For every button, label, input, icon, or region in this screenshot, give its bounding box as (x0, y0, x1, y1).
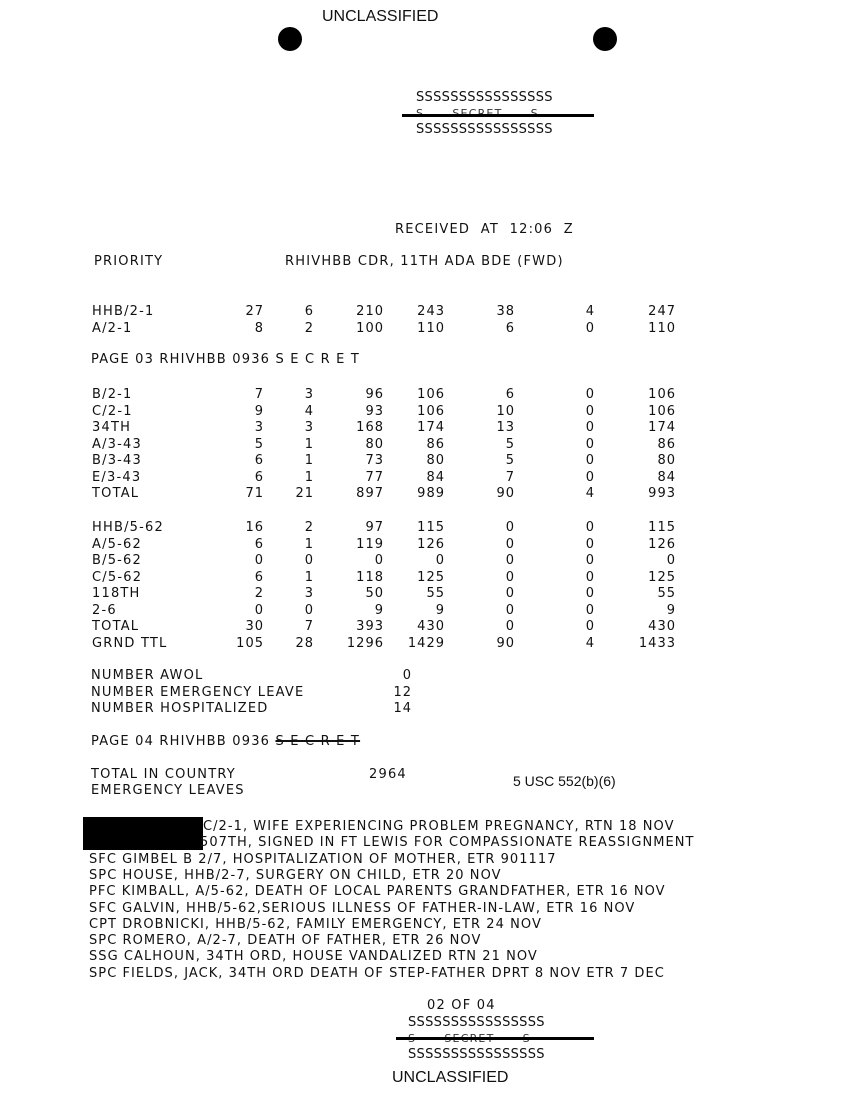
table-cell: 6 (254, 569, 264, 585)
table-cell: 0 (585, 602, 595, 618)
row-label: 34TH (92, 420, 132, 435)
table-cell: 86 (657, 436, 676, 452)
table-cell: 0 (505, 569, 515, 585)
table-cell: 30 (245, 619, 264, 634)
remark-line: SSG CALHOUN, 34TH ORD, HOUSE VANDALIZED RTN 21 NOV (89, 949, 538, 965)
table-cell: 10 (496, 403, 515, 419)
table-cell: 0 (585, 553, 595, 568)
table-cell: 430 (417, 619, 445, 634)
table-cell: 0 (435, 553, 445, 568)
table-cell: 247 (648, 304, 676, 319)
table-cell: 84 (426, 469, 445, 485)
table-cell: 90 (496, 635, 515, 651)
table-cell: 9 (435, 602, 445, 618)
table-cell: 0 (505, 536, 515, 552)
row-label: B/3-43 (92, 453, 143, 468)
table-cell: 989 (417, 486, 445, 501)
table-cell: 106 (417, 403, 445, 419)
table-cell: 0 (254, 553, 264, 568)
row-label: 2-6 (92, 602, 117, 618)
table-cell: 6 (254, 469, 264, 485)
s-line-top: SSSSSSSSSSSSSSSS (416, 90, 553, 105)
table-cell: 5 (505, 436, 515, 452)
row-label: HHB/2-1 (92, 304, 155, 319)
table-cell: 105 (236, 635, 264, 651)
table-cell: 0 (585, 420, 595, 435)
page-count: 02 OF 04 (427, 998, 496, 1013)
row-label: HHB/5-62 (92, 520, 164, 535)
punch-hole-left (278, 27, 302, 51)
table-cell: 106 (648, 387, 676, 402)
table-cell: 80 (365, 436, 384, 452)
table-cell: 5 (254, 436, 264, 452)
table-cell: 38 (496, 304, 515, 319)
table-cell: 2 (254, 586, 264, 601)
table-cell: 110 (417, 320, 445, 336)
total-in-country-value: 2964 (369, 767, 407, 782)
table-cell: 7 (304, 619, 314, 634)
row-label: GRND TTL (92, 635, 168, 651)
table-cell: 210 (356, 304, 384, 319)
row-label: TOTAL (92, 619, 140, 634)
classification-top: UNCLASSIFIED (322, 8, 439, 25)
table-cell: 96 (365, 387, 384, 402)
total-in-country-label: TOTAL IN COUNTRY (91, 767, 236, 782)
table-cell: 0 (585, 436, 595, 452)
table-cell: 1 (304, 469, 314, 485)
table-cell: 77 (365, 469, 384, 485)
remark-line: SFC GALVIN, HHB/5-62,SERIOUS ILLNESS OF FATHER-IN-LAW, ETR 16 NOV (89, 900, 636, 916)
table-cell: 55 (426, 586, 445, 601)
table-cell: 0 (585, 569, 595, 585)
table-cell: 1433 (638, 635, 676, 651)
table-cell: 1429 (407, 635, 445, 651)
table-cell: 0 (585, 320, 595, 336)
table-cell: 125 (417, 569, 445, 585)
page-04-prefix: PAGE 04 RHIVHBB 0936 (91, 734, 276, 749)
table-cell: 5 (505, 453, 515, 468)
table-cell: 2 (304, 320, 314, 336)
table-cell: 6 (304, 304, 314, 319)
table-cell: 9 (666, 602, 676, 618)
table-cell: 168 (356, 420, 384, 435)
stat-label: NUMBER AWOL (91, 668, 204, 683)
table-cell: 0 (585, 403, 595, 419)
table-cell: 73 (365, 453, 384, 468)
table-cell: 0 (585, 453, 595, 468)
remark-line: SPC HOUSE, HHB/2-7, SURGERY ON CHILD, ETR 20 NOV (89, 867, 502, 883)
remark-line: SPC FIELDS, JACK, 34TH ORD DEATH OF STEP-FATHER DPRT 8 NOV ETR 7 DEC (89, 965, 665, 981)
classification-bottom: UNCLASSIFIED (392, 1069, 509, 1086)
table-cell: 84 (657, 469, 676, 485)
table-cell: 50 (365, 586, 384, 601)
row-label: C/5-62 (92, 569, 143, 585)
table-cell: 6 (505, 387, 515, 402)
table-cell: 7 (254, 387, 264, 402)
page-03-header: PAGE 03 RHIVHBB 0936 S E C R E T (91, 352, 361, 367)
stat-value: 0 (402, 668, 412, 683)
received-time: RECEIVED AT 12:06 Z (395, 222, 574, 237)
table-cell: 3 (304, 420, 314, 435)
table-cell: 2 (304, 520, 314, 535)
row-label: C/2-1 (92, 403, 133, 419)
table-cell: 174 (648, 420, 676, 435)
table-cell: 126 (417, 536, 445, 552)
table-cell: 7 (505, 469, 515, 485)
table-cell: 110 (648, 320, 676, 336)
table-cell: 6 (505, 320, 515, 336)
remark-line: SFC GIMBEL B 2/7, HOSPITALIZATION OF MOTHER, ETR 901117 (89, 851, 557, 867)
table-cell: 0 (505, 553, 515, 568)
s-line-footer-top: SSSSSSSSSSSSSSSS (408, 1015, 545, 1030)
table-cell: 0 (304, 602, 314, 618)
remark-line: C/2-1, WIFE EXPERIENCING PROBLEM PREGNANCY, RTN 18 NOV (203, 819, 675, 834)
table-cell: 6 (254, 453, 264, 468)
table-cell: 0 (374, 553, 384, 568)
table-cell: 16 (245, 520, 264, 535)
table-cell: 115 (417, 520, 445, 535)
table-cell: 1296 (346, 635, 384, 651)
row-label: TOTAL (92, 486, 140, 501)
table-cell: 55 (657, 586, 676, 601)
strike-line-footer (396, 1037, 594, 1040)
table-cell: 0 (304, 553, 314, 568)
row-label: A/5-62 (92, 536, 142, 552)
stat-value: 12 (393, 684, 412, 700)
table-cell: 0 (505, 619, 515, 634)
page-04-secret-struck: S E C R E T (275, 734, 361, 749)
table-cell: 0 (585, 387, 595, 402)
redaction-box (83, 817, 203, 850)
table-cell: 1 (304, 436, 314, 452)
table-cell: 80 (426, 453, 445, 468)
row-label: B/5-62 (92, 553, 143, 568)
table-cell: 86 (426, 436, 445, 452)
remark-line: PFC KIMBALL, A/5-62, DEATH OF LOCAL PARENTS GRANDFATHER, ETR 16 NOV (89, 884, 666, 900)
table-cell: 3 (304, 387, 314, 402)
table-cell: 115 (648, 520, 676, 535)
table-cell: 106 (648, 403, 676, 419)
table-cell: 4 (585, 635, 595, 651)
table-cell: 119 (356, 536, 384, 552)
table-cell: 71 (245, 486, 264, 501)
table-cell: 3 (254, 420, 264, 435)
table-cell: 8 (254, 320, 264, 336)
table-cell: 93 (365, 403, 384, 419)
table-cell: 21 (295, 486, 314, 501)
stat-label: NUMBER HOSPITALIZED (91, 701, 269, 716)
table-cell: 4 (585, 304, 595, 319)
table-cell: 9 (374, 602, 384, 618)
table-cell: 0 (505, 602, 515, 618)
row-label: E/3-43 (92, 469, 142, 485)
table-cell: 106 (417, 387, 445, 402)
table-cell: 0 (505, 586, 515, 601)
routing-line: RHIVHBB CDR, 11TH ADA BDE (FWD) (285, 254, 564, 269)
table-cell: 0 (666, 553, 676, 568)
row-label: B/2-1 (92, 387, 133, 402)
table-cell: 993 (648, 486, 676, 501)
table-cell: 0 (585, 536, 595, 552)
emergency-leaves-heading: EMERGENCY LEAVES (91, 783, 245, 798)
punch-hole-right (593, 27, 617, 51)
table-cell: 0 (585, 469, 595, 485)
table-cell: 0 (585, 619, 595, 634)
table-cell: 430 (648, 619, 676, 634)
remark-line: CPT DROBNICKI, HHB/5-62, FAMILY EMERGENCY, ETR 24 NOV (89, 916, 542, 932)
table-cell: 3 (304, 586, 314, 601)
table-cell: 118 (356, 569, 384, 585)
table-cell: 100 (356, 320, 384, 336)
table-cell: 0 (585, 586, 595, 601)
strike-line (402, 114, 594, 117)
row-label: A/3-43 (92, 436, 142, 452)
remark-line: SPC ROMERO, A/2-7, DEATH OF FATHER, ETR 26 NOV (89, 933, 482, 949)
table-cell: 28 (295, 635, 314, 651)
row-label: A/2-1 (92, 320, 133, 336)
table-cell: 27 (245, 304, 264, 319)
table-cell: 1 (304, 453, 314, 468)
table-cell: 0 (254, 602, 264, 618)
table-cell: 13 (496, 420, 515, 435)
table-cell: 4 (585, 486, 595, 501)
table-cell: 174 (417, 420, 445, 435)
table-cell: 97 (365, 520, 384, 535)
table-cell: 125 (648, 569, 676, 585)
table-cell: 243 (417, 304, 445, 319)
exemption-code: 5 USC 552(b)(6) (513, 773, 616, 789)
stat-value: 14 (393, 701, 412, 716)
table-cell: 90 (496, 486, 515, 501)
table-cell: 0 (505, 520, 515, 535)
table-cell: 1 (304, 569, 314, 585)
page-04-header (91, 734, 360, 750)
table-cell: 393 (356, 619, 384, 634)
table-cell: 4 (304, 403, 314, 419)
table-cell: 0 (585, 520, 595, 535)
row-label: 118TH (92, 586, 141, 601)
table-cell: 897 (356, 486, 384, 501)
table-cell: 6 (254, 536, 264, 552)
remark-line: 507TH, SIGNED IN FT LEWIS FOR COMPASSIONATE REASSIGNMENT (200, 835, 695, 851)
table-cell: 126 (648, 536, 676, 552)
table-cell: 80 (657, 453, 676, 468)
priority-label: PRIORITY (94, 254, 164, 269)
s-line-footer-bottom: SSSSSSSSSSSSSSSS (408, 1047, 545, 1062)
s-line-bottom: SSSSSSSSSSSSSSSS (416, 122, 553, 137)
stat-label: NUMBER EMERGENCY LEAVE (91, 684, 305, 700)
table-cell: 9 (254, 403, 264, 419)
table-cell: 1 (304, 536, 314, 552)
